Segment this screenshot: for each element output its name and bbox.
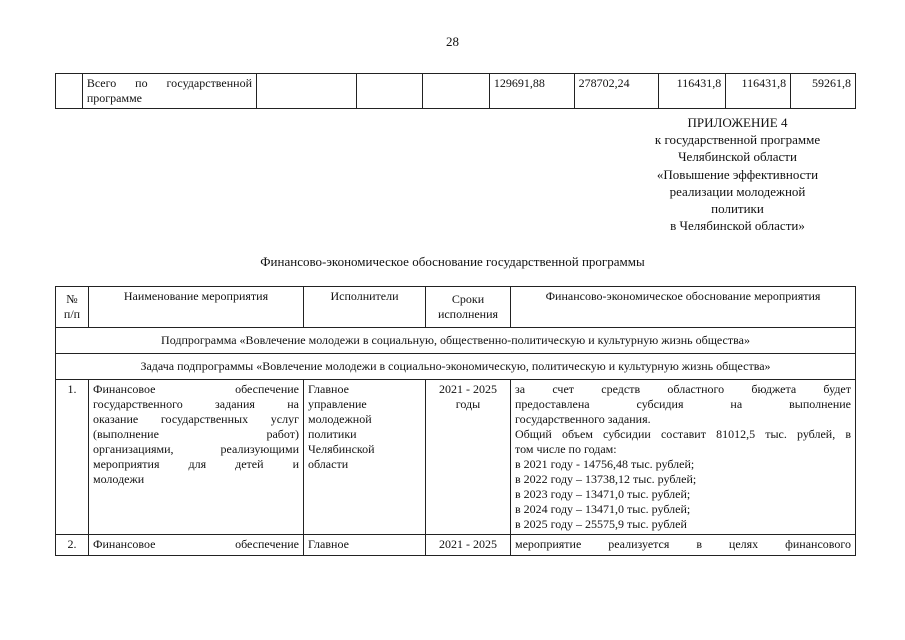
total-row-label [82, 74, 256, 109]
cell-line: мероприятия для детей и [93, 457, 299, 471]
total-value-2021: 129691,88 [489, 74, 574, 109]
subprogram-title: Подпрограмма «Вовлечение молодежи в социальную, общественно-политическую и культурную жизнь общества» [56, 328, 856, 354]
header-terms [426, 287, 511, 328]
cell-line: в 2021 году - 14756,48 тыс. рублей; [515, 457, 695, 471]
header-name: Наименование мероприятия [89, 287, 304, 328]
cell-line: государственного задания на [93, 397, 299, 411]
header-text: № [66, 292, 78, 306]
table-row [56, 74, 856, 109]
appendix-line: к государственной программе [654, 132, 821, 148]
row-executors [304, 380, 426, 535]
cell-line: молодежи [93, 472, 145, 486]
row-justification [511, 380, 856, 535]
row-num: 2. [56, 535, 89, 556]
appendix-heading [600, 114, 875, 234]
cell-line: Челябинской [308, 442, 375, 456]
budget-total-table [55, 73, 856, 109]
total-value-2022: 278702,24 [574, 74, 659, 109]
appendix-line: «Повышение эффективности [656, 166, 819, 182]
cell-line: в 2022 году – 13738,12 тыс. рублей; [515, 472, 697, 486]
cell-line: 2021 - 2025 [439, 382, 497, 396]
total-label-line: Всего по государственной [86, 76, 252, 90]
total-value-2025: 59261,8 [791, 74, 856, 109]
cell-line: за счет средств областного бюджета будет [515, 382, 851, 396]
subprogram-row [56, 328, 856, 354]
total-value-2023: 116431,8 [659, 74, 726, 109]
justification-table [55, 286, 856, 556]
appendix-line: политики [711, 201, 764, 217]
document-title: Финансово-экономическое обоснование государственной программы [260, 254, 645, 269]
total-value-2024: 116431,8 [726, 74, 791, 109]
cell-line: управление [308, 397, 367, 411]
cell-line: Финансовое обеспечение [93, 382, 299, 396]
cell-line: государственного задания. [515, 412, 651, 426]
cell-line: Финансовое обеспечение [93, 537, 299, 551]
row-name [89, 535, 304, 556]
table-row [56, 535, 856, 556]
cell-line: мероприятие реализуется в целях финансового [515, 537, 851, 551]
cell-line: молодежной [308, 412, 372, 426]
cell-line: в 2024 году – 13471,0 тыс. рублей; [515, 502, 691, 516]
row-executors: Главное [304, 535, 426, 556]
row-terms: 2021 - 2025 [426, 535, 511, 556]
task-title: Задача подпрограммы «Вовлечение молодежи в социально-экономическую, политическую и культурную жизнь общества» [56, 354, 856, 380]
row-name [89, 380, 304, 535]
appendix-line: ПРИЛОЖЕНИЕ 4 [687, 115, 788, 130]
empty-cell [423, 74, 489, 109]
appendix-line: в Челябинской области» [670, 218, 805, 234]
table-header-row [56, 287, 856, 328]
cell-line: области [308, 457, 349, 471]
header-justification: Финансово-экономическое обоснование мероприятия [511, 287, 856, 328]
header-executors: Исполнители [304, 287, 426, 328]
cell-line: (выполнение работ) [93, 427, 299, 441]
task-row [56, 354, 856, 380]
empty-cell [56, 74, 83, 109]
cell-line: том числе по годам: [515, 442, 617, 456]
table-row [56, 380, 856, 535]
empty-cell [257, 74, 357, 109]
header-num [56, 287, 89, 328]
cell-line: организациями, реализующими [93, 442, 299, 456]
cell-line: в 2025 году – 25575,9 тыс. рублей [515, 517, 687, 531]
empty-cell [357, 74, 423, 109]
header-text: Сроки [451, 292, 485, 306]
cell-line: оказание государственных услуг [93, 412, 299, 426]
cell-line: в 2023 году – 13471,0 тыс. рублей; [515, 487, 691, 501]
header-text: п/п [63, 307, 81, 321]
total-label-line: программе [86, 91, 142, 105]
row-num: 1. [56, 380, 89, 535]
cell-line: предоставлена субсидия на выполнение [515, 397, 851, 411]
row-justification [511, 535, 856, 556]
cell-line: политики [308, 427, 357, 441]
appendix-line: реализации молодежной [669, 183, 806, 199]
cell-line: годы [455, 397, 481, 411]
appendix-line: Челябинской области [678, 149, 797, 165]
cell-line: Главное [308, 382, 349, 396]
header-text: исполнения [437, 307, 499, 321]
cell-line: Общий объем субсидии составит 81012,5 тыс. рублей, в [515, 427, 851, 441]
page-number: 28 [446, 34, 459, 49]
row-terms [426, 380, 511, 535]
